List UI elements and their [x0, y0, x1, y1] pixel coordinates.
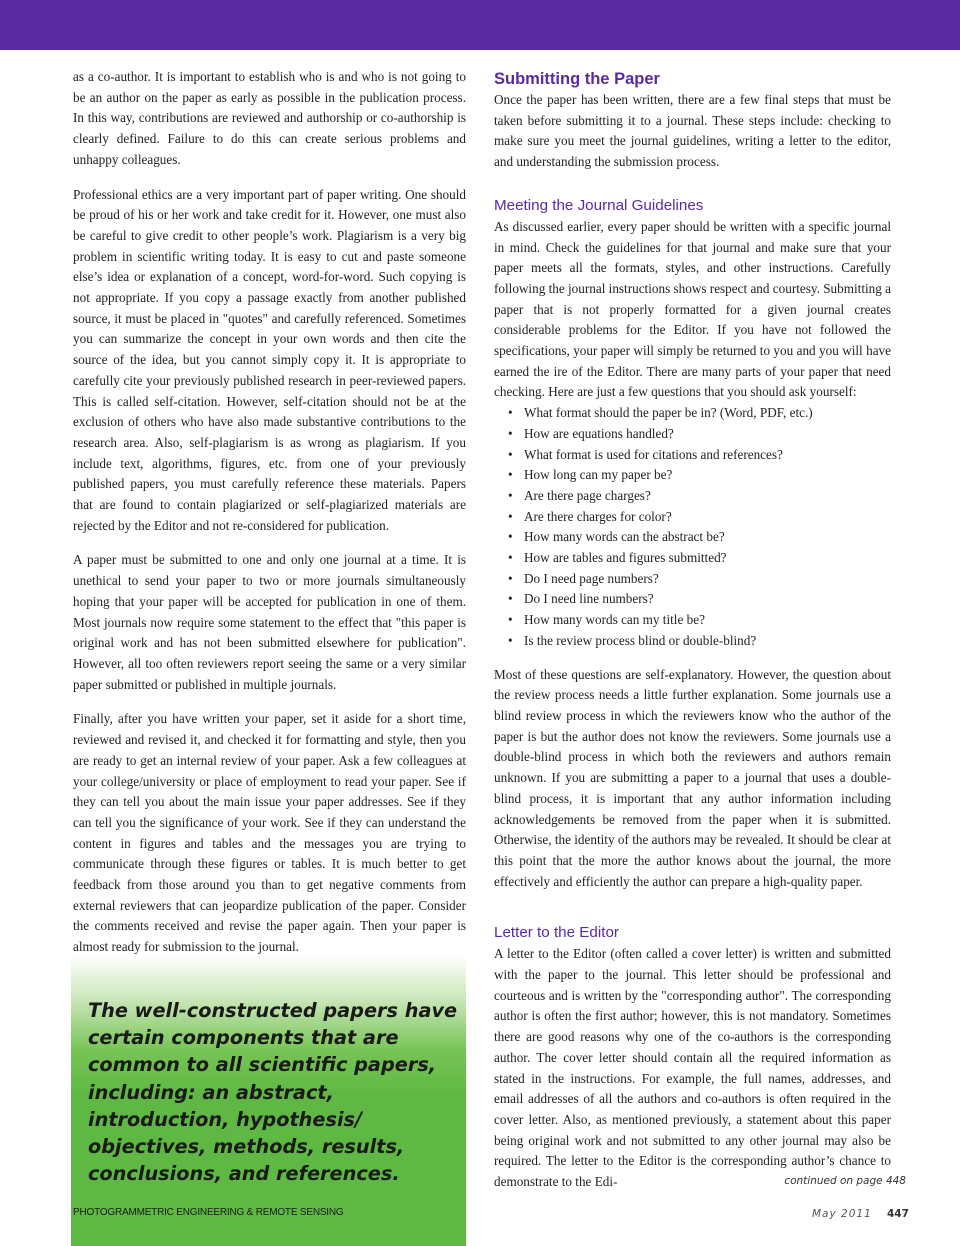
- bullet-icon: •: [508, 612, 513, 628]
- questions-list: [494, 403, 891, 651]
- list-item: [504, 631, 891, 652]
- list-item: [504, 610, 891, 631]
- list-item-text: What format should the paper be in? (Word, PDF, etc.): [524, 405, 813, 421]
- body-paragraph: Finally, after you have written your paper, set it aside for a short time, reviewed and revised it, and checked it for formatting and style, then you are ready to get an internal review of your paper. Ask a few colleagues at your college/university or place of employment to read your paper. See if they can tell you about the main issue your paper addresses. See if they can tell you the significance of your work. See if they can understand the content in figures and tables and the messages you are trying to communicate through these figures or tables. It is much better to get feedback from those around you than to get negative comments from external reviewers that can jeopardize publication of the paper. Consider the comments received and revise the paper again. Then your paper is almost ready for submission to the journal.: [73, 711, 466, 955]
- list-item: [504, 589, 891, 610]
- page-number: 447: [887, 1208, 909, 1220]
- list-item: [504, 527, 891, 548]
- bullet-icon: •: [508, 529, 513, 545]
- list-item: [504, 569, 891, 590]
- list-item: [504, 424, 891, 445]
- list-item-text: How are tables and figures submitted?: [524, 550, 727, 566]
- body-paragraph: Professional ethics are a very important part of paper writing. One should be proud of his or her work and take credit for it. However, one must also be careful to give credit to other people’s work. Plagiarism is a very big problem in scientific writing today. It is easy to cut and paste someone else’s idea or explanation of a concept, word-for-word. Such copying is not appropriate. If you copy a passage exactly from another published source, it must be placed in "quotes" and carefully referenced. Sometimes you can summarize the concept in your own words and then cite the source of the idea, but you cannot simply copy it. It is appropriate to carefully cite your previously published research in peer-reviewed papers. This is called self-citation. However, self-citation should not be at the exclusion of others who have also made substantive contributions to the research area. Also, self-plagiarism is as wrong as plagiarism. If you include text, algorithms, figures, etc. from one of your previously published papers, you must carefully reference these materials. Papers that are found to contain plagiarized or self-plagiarized materials are rejected by the Editor and not re-considered for publication.: [73, 186, 466, 533]
- body-paragraph: Once the paper has been written, there are a few final steps that must be taken before submitting it to a journal. These steps include: checking to make sure you meet the journal guidelines, writing a letter to the editor, and understanding the submission process.: [494, 92, 891, 170]
- pull-quote: The well-constructed papers have certain components that are common to all scientific papers, including: an abstract, introduction, hypothesis/ objectives, methods, results, conclusions, and references.: [88, 999, 458, 1186]
- bullet-icon: •: [508, 405, 513, 421]
- list-item-text: Do I need line numbers?: [524, 591, 654, 607]
- continued-note: continued on page 448: [784, 1175, 906, 1187]
- list-item-text: How are equations handled?: [524, 425, 674, 441]
- list-item-text: Are there charges for color?: [524, 508, 672, 524]
- list-item-text: How long can my paper be?: [524, 467, 673, 483]
- bullet-icon: •: [508, 467, 513, 483]
- list-item-text: What format is used for citations and references?: [524, 446, 783, 462]
- bullet-icon: •: [508, 550, 513, 566]
- body-paragraph: Most of these questions are self-explanatory. However, the question about the review process needs a little further explanation. Some journals use a blind review process in which the reviewers know who the author of the paper is but the author does not know the reviewers. Some journals use a double-blind process in which both the reviewers and authors remain unknown. If you are submitting a paper to a journal that uses a double-blind process, it is important that any author information including acknowledgements be removed from the paper when it is submitted. Otherwise, the identity of the authors may be revealed. It should be clear at this point that the more the author knows about the journal, the more effectively and efficiently the author can prepare a high-quality paper.: [494, 666, 891, 889]
- body-paragraph: as a co-author. It is important to establish who is and who is not going to be an author on the paper as early as possible in the publication process. In this way, contributions are reviewed and authorship or co-authorship is clearly defined. Failure to do this can create serious problems and unhappy colleagues.: [73, 69, 466, 167]
- footer-journal-name: PHOTOGRAMMETRIC ENGINEERING & REMOTE SENSING: [73, 1207, 344, 1218]
- footer-date: May 2011: [812, 1208, 872, 1220]
- right-column: [494, 67, 891, 1207]
- list-item: [504, 548, 891, 569]
- list-item-text: How many words can the abstract be?: [524, 529, 725, 545]
- bullet-icon: •: [508, 487, 513, 503]
- section-heading-submitting: Submitting the Paper: [494, 70, 660, 88]
- list-item: [504, 465, 891, 486]
- list-item: [504, 445, 891, 466]
- bullet-icon: •: [508, 570, 513, 586]
- section-heading-letter: Letter to the Editor: [494, 924, 619, 942]
- left-column: [73, 67, 466, 972]
- list-item-text: Is the review process blind or double-blind?: [524, 632, 757, 648]
- body-paragraph: A paper must be submitted to one and only one journal at a time. It is unethical to send your paper to two or more journals simultaneously hoping that your paper will be accepted for publication in one of them. Most journals now require some statement to the effect that "this paper is original work and has not been submitted elsewhere for publication". However, all too often reviewers report seeing the same or a very similar paper submitted or published in multiple journals.: [73, 552, 466, 692]
- list-item-text: Are there page charges?: [524, 487, 651, 503]
- bullet-icon: •: [508, 632, 513, 648]
- body-paragraph: A letter to the Editor (often called a cover letter) is written and submitted with the paper to the journal. This letter should be professional and courteous and is written by the "corresponding author". The corresponding author is often the first author; however, this is not mandatory. Sometimes there are good reasons why one of the co-authors is the corresponding author. The cover letter should contain all the required information as stated in the instructions. For example, the full names, addresses, and email addresses of all the authors and co-authors is often required in the cover letter. Also, as mentioned previously, a statement about this paper being original work and not submitted to any other journal may also be required. The letter to the Editor is the corresponding author’s chance to demonstrate to the Edi-: [494, 946, 891, 1190]
- list-item: [504, 403, 891, 424]
- section-heading-guidelines: Meeting the Journal Guidelines: [494, 196, 704, 214]
- body-paragraph: As discussed earlier, every paper should be written with a specific journal in mind. Check the guidelines for that journal and make sure that your paper meets all the formats, styles, and other instructions. Carefully following the journal instructions shows respect and courtesy. Submitting a paper that is not properly formatted for a given journal creates considerable problems for the Editor. If you have not followed the specifications, your paper will simply be returned to you and you will have earned the ire of the Editor. There are many parts of your paper that need checking. Here are just a few questions that you should ask yourself:: [494, 218, 891, 400]
- bullet-icon: •: [508, 425, 513, 441]
- bullet-icon: •: [508, 446, 513, 462]
- list-item: [504, 486, 891, 507]
- bullet-icon: •: [508, 591, 513, 607]
- header-band: [0, 0, 960, 50]
- list-item: [504, 507, 891, 528]
- list-item-text: How many words can my title be?: [524, 612, 705, 628]
- bullet-icon: •: [508, 508, 513, 524]
- list-item-text: Do I need page numbers?: [524, 570, 659, 586]
